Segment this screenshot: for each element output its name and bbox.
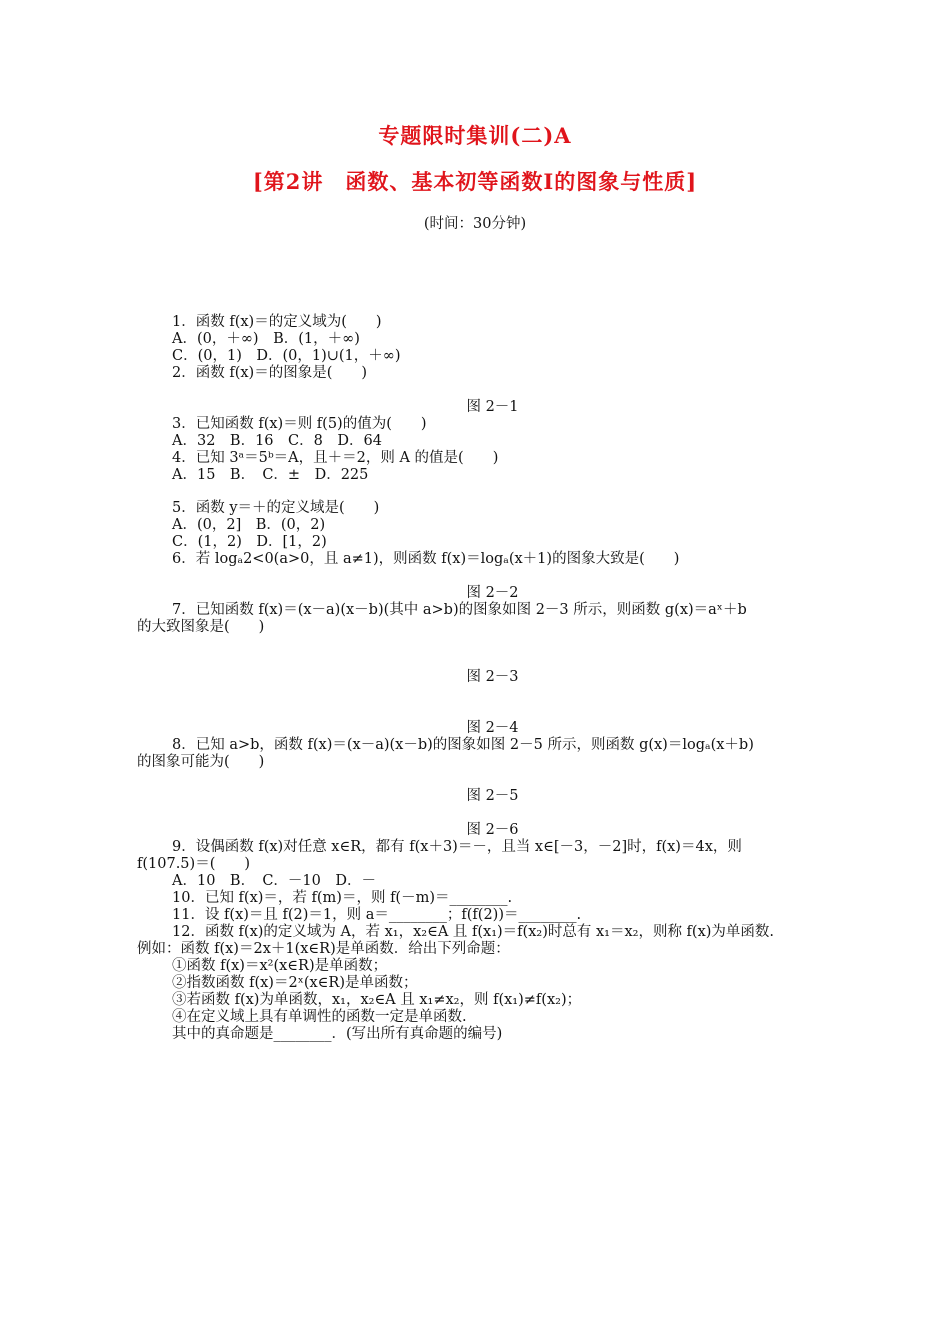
question-12-example: 例如：函数 f(x)＝2x＋1(x∈R)是单函数．给出下列命题： xyxy=(137,941,510,957)
question-7-continued: 的大致图象是( ) xyxy=(137,619,265,635)
question-8-continued: 的图象可能为( ) xyxy=(137,754,265,770)
lecture-subtitle: [第2讲 函数、基本初等函数Ⅰ的图象与性质] xyxy=(252,169,698,194)
question-3: 3．已知函数 f(x)＝则 f(5)的值为( ) xyxy=(172,416,427,432)
figure-caption-2-1: 图 2－1 xyxy=(466,399,519,415)
question-6: 6．若 logₐ2<0(a>0，且 a≠1)，则函数 f(x)＝logₐ(x＋1)的图象大致是( ) xyxy=(172,551,680,567)
question-4: 4．已知 3ᵃ＝5ᵇ＝A，且＋＝2，则 A 的值是( ) xyxy=(172,450,499,466)
question-2: 2．函数 f(x)＝的图象是( ) xyxy=(172,365,368,381)
question-1-options-ab: A．(0，＋∞) B．(1，＋∞) xyxy=(172,331,360,347)
proposition-4: ④在定义域上具有单调性的函数一定是单函数. xyxy=(172,1009,467,1025)
question-1-options-cd: C．(0，1) D．(0，1)∪(1，＋∞) xyxy=(172,348,401,364)
question-7: 7．已知函数 f(x)＝(x－a)(x－b)(其中 a>b)的图象如图 2－3 所示，则函数 g(x)＝aˣ＋b xyxy=(172,602,747,618)
question-12-prompt: 其中的真命题是________．(写出所有真命题的编号) xyxy=(172,1026,503,1042)
proposition-2: ②指数函数 f(x)＝2ˣ(x∈R)是单函数； xyxy=(172,975,418,991)
question-5-options-ab: A．(0，2] B．(0，2) xyxy=(172,517,326,533)
question-3-options: A．32 B．16 C．8 D．64 xyxy=(172,433,382,449)
proposition-3: ③若函数 f(x)为单函数，x₁，x₂∈A 且 x₁≠x₂，则 f(x₁)≠f(x₂)； xyxy=(172,992,582,1008)
question-12: 12．函数 f(x)的定义域为 A，若 x₁，x₂∈A 且 f(x₁)＝f(x₂)时总有 x₁＝x₂，则称 f(x)为单函数. xyxy=(172,924,775,940)
figure-caption-2-5: 图 2－5 xyxy=(466,788,519,804)
question-1: 1．函数 f(x)＝的定义域为( ) xyxy=(172,314,382,330)
question-9: 9．设偶函数 f(x)对任意 x∈R，都有 f(x＋3)＝－，且当 x∈[－3，－2]时，f(x)＝4x，则 xyxy=(172,839,742,855)
time-limit: (时间：30分钟) xyxy=(423,216,527,232)
question-5: 5．函数 y＝＋的定义域是( ) xyxy=(172,500,380,516)
question-9-options: A．10 B． C．－10 D．－ xyxy=(172,873,376,889)
page-title: 专题限时集训(二)A xyxy=(378,123,572,148)
proposition-1: ①函数 f(x)＝x²(x∈R)是单函数； xyxy=(172,958,388,974)
question-9-continued: f(107.5)＝( ) xyxy=(137,856,251,872)
question-10: 10．已知 f(x)＝，若 f(m)＝，则 f(－m)＝________. xyxy=(172,890,513,906)
figure-caption-2-3: 图 2－3 xyxy=(466,669,519,685)
figure-caption-2-2: 图 2－2 xyxy=(466,585,519,601)
question-8: 8．已知 a>b，函数 f(x)＝(x－a)(x－b)的图象如图 2－5 所示，则函数 g(x)＝logₐ(x＋b) xyxy=(172,737,754,753)
question-4-options: A．15 B． C．± D．225 xyxy=(172,467,369,483)
question-11: 11．设 f(x)＝且 f(2)＝1，则 a＝________；f(f(2))＝________. xyxy=(172,907,582,923)
figure-caption-2-6: 图 2－6 xyxy=(466,822,519,838)
question-5-options-cd: C．(1，2) D．[1，2) xyxy=(172,534,327,550)
figure-caption-2-4: 图 2－4 xyxy=(466,720,519,736)
